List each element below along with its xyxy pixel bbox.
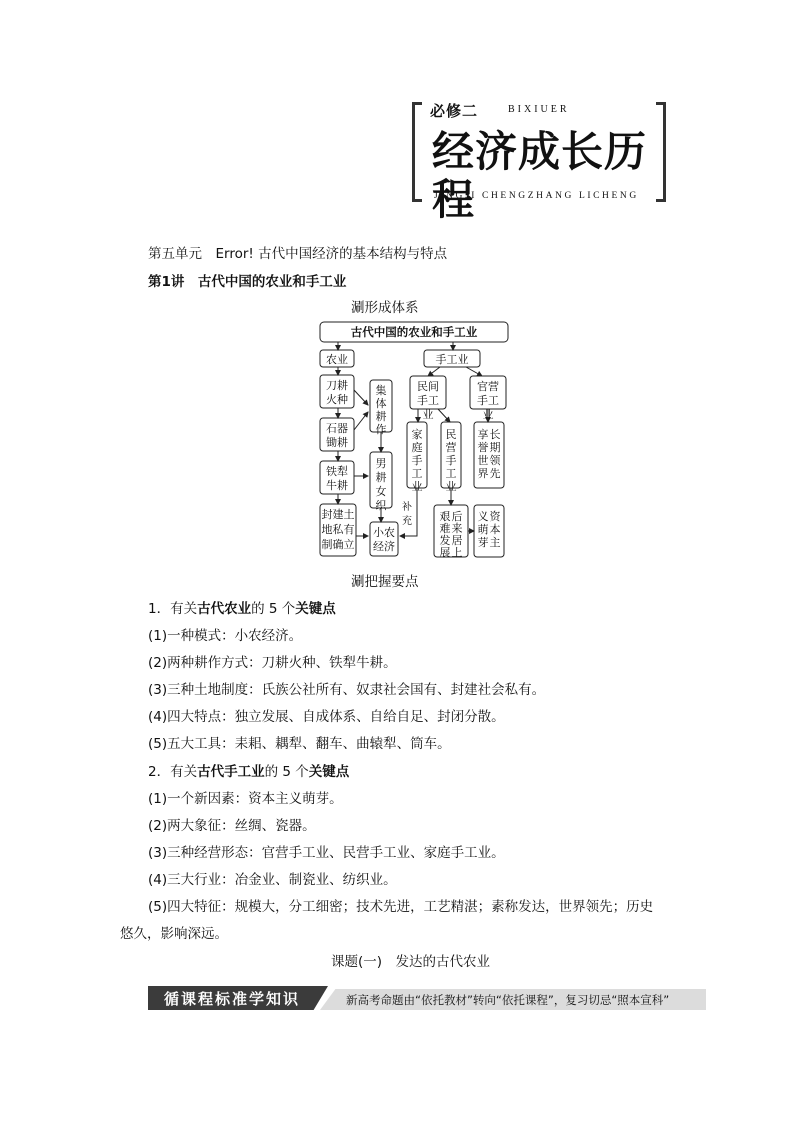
module-label: 必修二	[430, 102, 479, 120]
module-pinyin: BIXIUER	[508, 104, 570, 115]
section-keypoints-label: 涮把握要点	[351, 574, 419, 590]
craft-item: (5)四大特征：规模大，分工细密；技术先进，工艺精湛；素称发达，世界领先；历史	[148, 899, 654, 915]
diagram-title: 古代中国的农业和手工业	[350, 325, 478, 339]
craft-heading	[148, 760, 349, 780]
agri-heading-pre: 1．有关	[148, 601, 198, 617]
knowledge-diagram	[316, 320, 512, 560]
label-supplement: 补充	[402, 502, 412, 527]
banner-label: 循课程标准学知识	[164, 990, 301, 1008]
agri-item: (1)一种模式：小农经济。	[148, 628, 303, 644]
agri-heading	[148, 597, 336, 617]
node-late-hard: 后来居上艰难发展	[439, 510, 463, 559]
node-world-lead: 长期领先享誉世界	[477, 428, 501, 480]
node-small-peasant: 小农经济	[373, 526, 395, 553]
craft-item-cont: 悠久，影响深远。	[120, 926, 228, 942]
node-private-run: 民营手工业	[445, 428, 457, 493]
craft-item: (1)一个新因素：资本主义萌芽。	[148, 791, 343, 807]
node-agriculture: 农业	[326, 353, 348, 366]
craft-item: (3)三种经营形态：官营手工业、民营手工业、家庭手工业。	[148, 845, 505, 861]
craft-heading-bold: 古代手工业	[197, 764, 265, 780]
course-standard-banner	[148, 986, 706, 1010]
book-brand	[412, 100, 666, 224]
craft-item: (2)两大象征：丝绸、瓷器。	[148, 818, 316, 834]
node-collective: 集体耕作	[375, 384, 387, 436]
left-bracket	[412, 102, 422, 202]
node-family: 家庭手工业	[411, 428, 423, 493]
node-official: 官营手工业	[477, 380, 499, 421]
book-title: 经济成长历程	[432, 127, 648, 224]
craft-heading-pre: 2．有关	[148, 764, 198, 780]
topic-title: 课题(一) 发达的古代农业	[331, 954, 491, 970]
agri-heading-mid: 的 5 个	[251, 601, 296, 617]
node-stone-hoe: 石器锄耕	[326, 422, 348, 449]
lesson-heading: 第1讲 古代中国的农业和手工业	[148, 274, 347, 290]
unit-heading: 第五单元 Error! 古代中国经济的基本结构与特点	[148, 246, 448, 262]
craft-heading-mid: 的 5 个	[264, 764, 309, 780]
agri-heading-bold2: 关键点	[295, 601, 336, 617]
agri-item: (5)五大工具：耒耜、耦犁、翻车、曲辕犁、筒车。	[148, 736, 451, 752]
node-feudal-land: 封建土地私有制确立	[321, 508, 355, 551]
section-structure-label: 涮形成体系	[351, 300, 419, 316]
node-private: 民间手工业	[417, 380, 439, 421]
banner-note: 新高考命题由“依托教材”转向“依托课程”，复习切忌“照本宣科”	[346, 993, 670, 1007]
book-title-pinyin: JINGJI CHENGZHANG LICHENG	[434, 191, 639, 201]
node-capital-sprout: 资本主义萌芽	[477, 510, 501, 549]
agri-item: (4)四大特点：独立发展、自成体系、自给自足、封闭分散。	[148, 709, 505, 725]
craft-item: (4)三大行业：冶金业、制瓷业、纺织业。	[148, 872, 397, 888]
node-handicraft: 手工业	[435, 353, 469, 366]
craft-heading-bold2: 关键点	[308, 764, 350, 780]
node-slash-burn: 刀耕火种	[326, 379, 348, 406]
agri-heading-bold: 古代农业	[197, 601, 252, 617]
node-iron-ox: 铁犁牛耕	[326, 465, 348, 492]
agri-item: (2)两种耕作方式：刀耕火种、铁犁牛耕。	[148, 655, 397, 671]
agri-item: (3)三种土地制度：氏族公社所有、奴隶社会国有、封建社会私有。	[148, 682, 546, 698]
node-men-women: 男耕女织	[375, 457, 387, 512]
